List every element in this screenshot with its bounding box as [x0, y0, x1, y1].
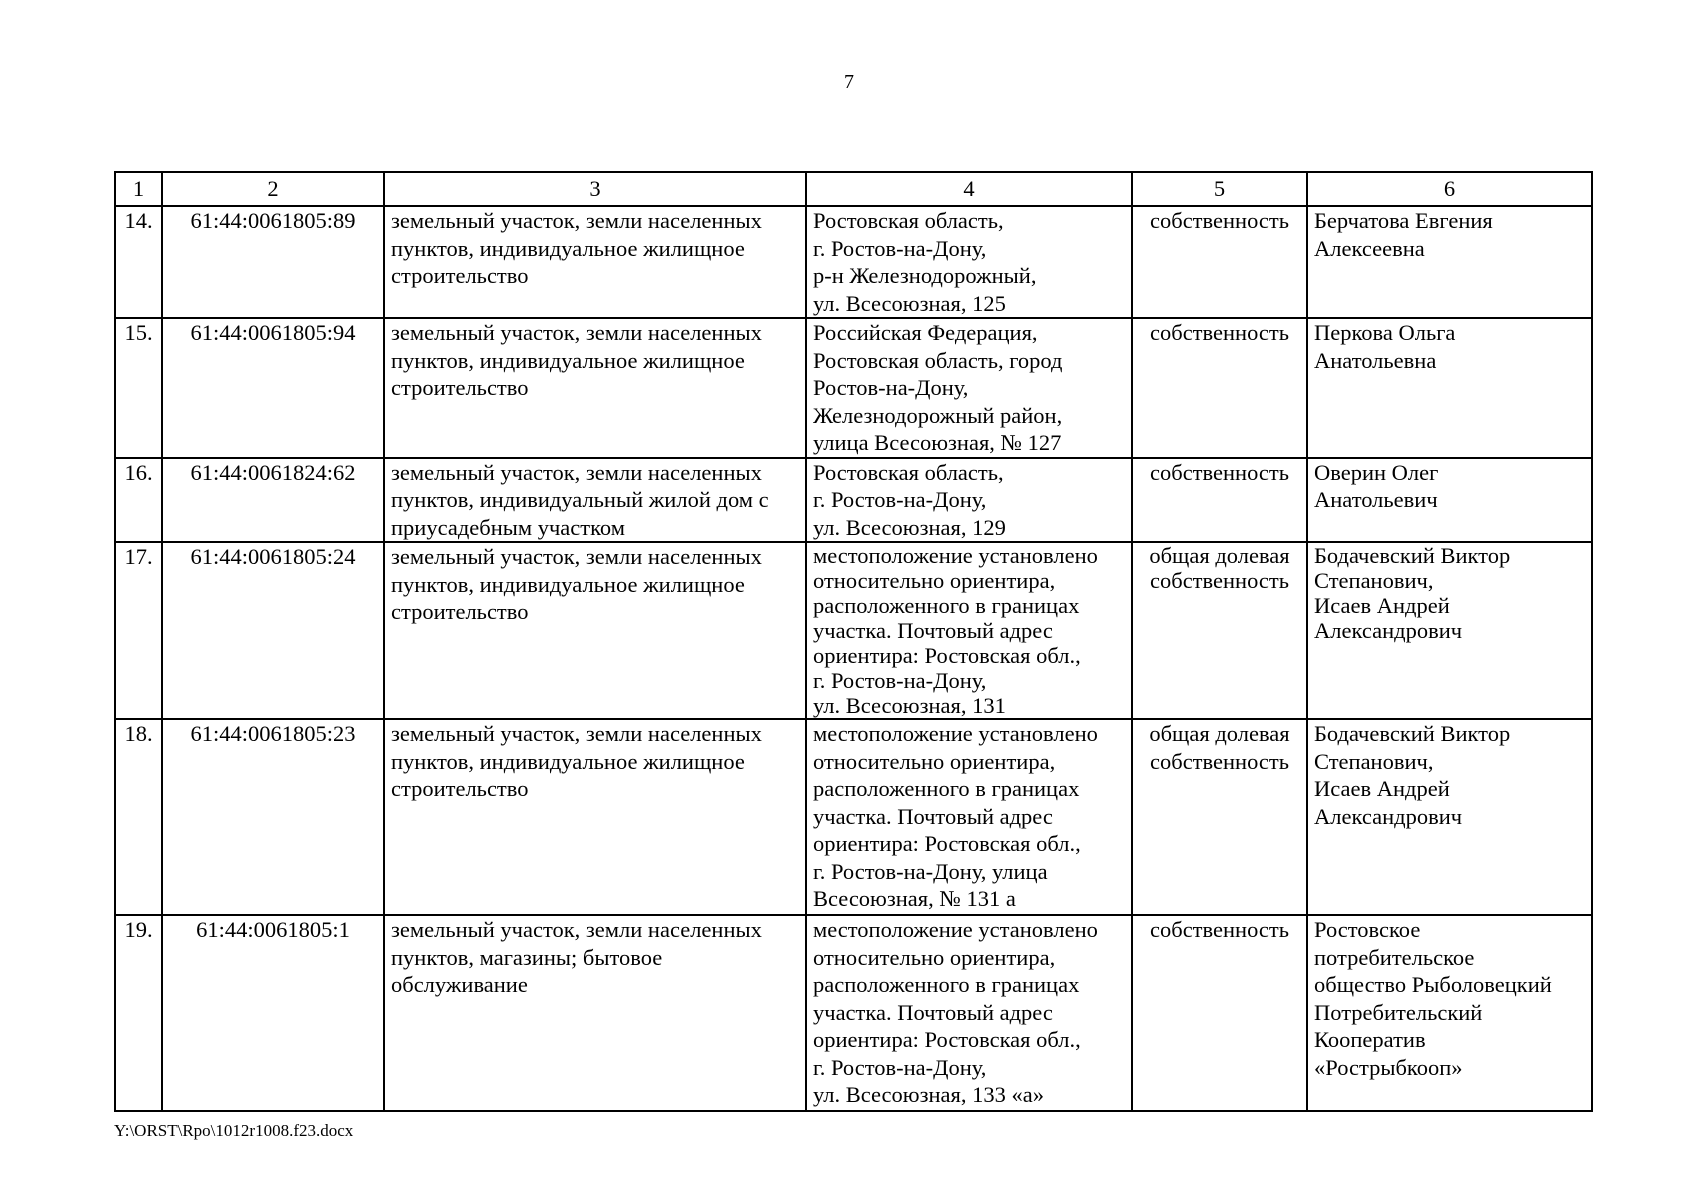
cadastral-number-cell: 61:44:0061805:94	[162, 318, 384, 458]
row-number-cell: 18.	[115, 719, 162, 915]
cadastral-number-cell: 61:44:0061805:23	[162, 719, 384, 915]
owner-cell: Бодачевский Виктор Степанович, Исаев Андрей Александрович	[1307, 542, 1592, 719]
address-cell: Российская Федерация, Ростовская область, город Ростов-на-Дону, Железнодорожный район, улица Всесоюзная, № 127	[806, 318, 1132, 458]
owner-cell: Оверин Олег Анатольевич	[1307, 458, 1592, 543]
column-number-row	[115, 172, 1592, 206]
table-row	[115, 719, 1592, 915]
plot-kind-cell: земельный участок, земли населенных пунктов, индивидуальное жилищное строительство	[384, 206, 806, 318]
table-row	[115, 206, 1592, 318]
address-cell: местоположение установлено относительно ориентира, расположенного в границах участка. Почтовый адрес ориентира: Ростовская обл., г. Ростов-на-Дону, улица Всесоюзная, № 131 а	[806, 719, 1132, 915]
address-cell: местоположение установлено относительно ориентира, расположенного в границах участка. Почтовый адрес ориентира: Ростовская обл., г. Ростов-на-Дону, ул. Всесоюзная, 133 «а»	[806, 915, 1132, 1111]
table-row	[115, 542, 1592, 719]
column-number-header: 6	[1307, 172, 1592, 206]
row-number-cell: 17.	[115, 542, 162, 719]
column-number-header: 3	[384, 172, 806, 206]
right-type-cell: собственность	[1132, 318, 1307, 458]
owner-cell: Берчатова Евгения Алексеевна	[1307, 206, 1592, 318]
plot-kind-cell: земельный участок, земли населенных пунктов, индивидуальное жилищное строительство	[384, 719, 806, 915]
column-number-header: 5	[1132, 172, 1307, 206]
right-type-cell: общая долевая собственность	[1132, 542, 1307, 719]
owner-cell: Бодачевский Виктор Степанович, Исаев Андрей Александрович	[1307, 719, 1592, 915]
column-number-header: 4	[806, 172, 1132, 206]
cadastral-number-cell: 61:44:0061805:1	[162, 915, 384, 1111]
column-number-header: 1	[115, 172, 162, 206]
land-plots-table	[114, 171, 1593, 1112]
plot-kind-cell: земельный участок, земли населенных пунктов, индивидуальное жилищное строительство	[384, 318, 806, 458]
row-number-cell: 15.	[115, 318, 162, 458]
address-cell: Ростовская область, г. Ростов-на-Дону, ул. Всесоюзная, 129	[806, 458, 1132, 543]
right-type-cell: общая долевая собственность	[1132, 719, 1307, 915]
row-number-cell: 19.	[115, 915, 162, 1111]
right-type-cell: собственность	[1132, 458, 1307, 543]
address-cell: Ростовская область, г. Ростов-на-Дону, р-н Железнодорожный, ул. Всесоюзная, 125	[806, 206, 1132, 318]
table-row	[115, 318, 1592, 458]
owner-cell: Ростовское потребительское общество Рыболовецкий Потребительский Кооператив «Рострыбкооп»	[1307, 915, 1592, 1111]
owner-cell: Перкова Ольга Анатольевна	[1307, 318, 1592, 458]
table-row	[115, 915, 1592, 1111]
plot-kind-cell: земельный участок, земли населенных пунктов, индивидуальный жилой дом с приусадебным участком	[384, 458, 806, 543]
plot-kind-cell: земельный участок, земли населенных пунктов, магазины; бытовое обслуживание	[384, 915, 806, 1111]
table-row	[115, 458, 1592, 543]
column-number-header: 2	[162, 172, 384, 206]
cadastral-number-cell: 61:44:0061824:62	[162, 458, 384, 543]
cadastral-number-cell: 61:44:0061805:24	[162, 542, 384, 719]
address-cell: местоположение установлено относительно ориентира, расположенного в границах участка. Почтовый адрес ориентира: Ростовская обл., г. Ростов-на-Дону, ул. Всесоюзная, 131	[806, 542, 1132, 719]
row-number-cell: 16.	[115, 458, 162, 543]
right-type-cell: собственность	[1132, 206, 1307, 318]
plot-kind-cell: земельный участок, земли населенных пунктов, индивидуальное жилищное строительство	[384, 542, 806, 719]
document-file-path: Y:\ORST\Rpo\1012r1008.f23.docx	[114, 1121, 354, 1140]
page-number: 7	[844, 71, 854, 93]
row-number-cell: 14.	[115, 206, 162, 318]
cadastral-number-cell: 61:44:0061805:89	[162, 206, 384, 318]
registry-table-wrapper	[114, 171, 1593, 1112]
right-type-cell: собственность	[1132, 915, 1307, 1111]
